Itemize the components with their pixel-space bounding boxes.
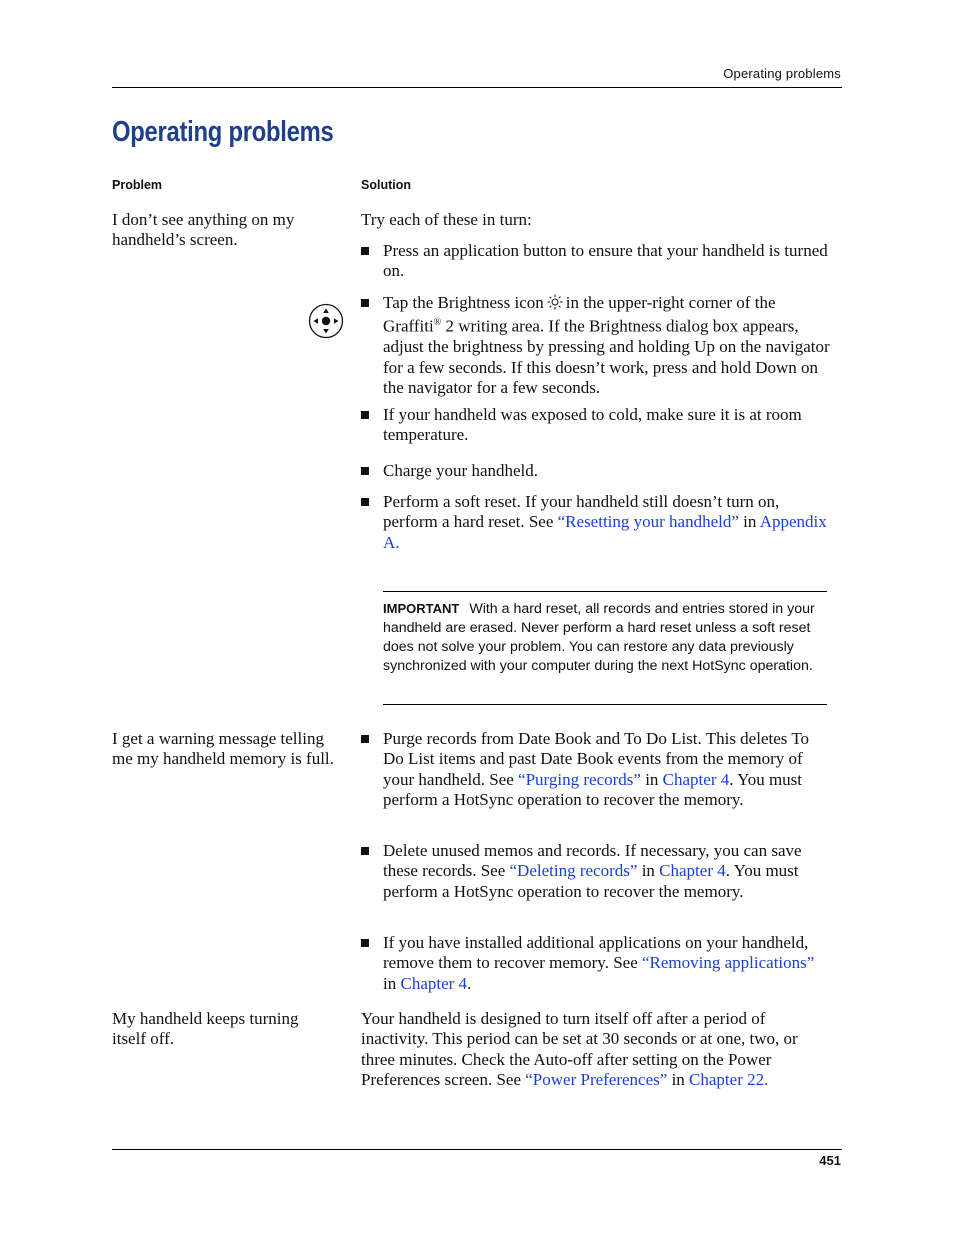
link-chapter-4[interactable]: Chapter 4 xyxy=(400,973,468,993)
link-chapter-4[interactable]: Chapter 4 xyxy=(659,861,726,881)
problem-turning-off: My handheld keeps turning itself off. xyxy=(112,1009,299,1049)
bullet-text: Perform a soft reset. If your handheld still doesn’t turn on, perform a hard reset. See “Resetting your handheld” in Appendix A. xyxy=(383,492,827,552)
list-item xyxy=(361,461,831,481)
bullet-text: Purge records from Date Book and To Do List. This deletes To Do List items and past Date Book events from the memory of your handheld. See “Purging records” in Chapter 4. You must perform a HotSync operation to recover the memory. xyxy=(383,729,810,809)
bullet-marker xyxy=(361,411,369,419)
page-number: 451 xyxy=(819,1153,841,1168)
list-item xyxy=(361,405,831,446)
important-text: With a hard reset, all records and entries stored in your handheld are erased. Never perform a hard reset unless a soft reset does not solve your problem. You can restore any data previously synchronized with your computer during the next HotSync operation. xyxy=(383,601,815,674)
column-header-solution: Solution xyxy=(361,178,411,192)
solution-intro: Try each of these in turn: xyxy=(361,210,532,229)
column-header-problem: Problem xyxy=(112,178,163,192)
link-chapter-4[interactable]: Chapter 4 xyxy=(662,769,730,789)
bullet-marker xyxy=(361,847,369,855)
bullet-marker xyxy=(361,467,369,475)
link-resetting-your-handheld[interactable]: “Resetting your handheld” xyxy=(557,512,739,532)
link-purging-records[interactable]: “Purging records” xyxy=(518,769,641,789)
footer-rule xyxy=(112,1149,842,1150)
bullet-marker xyxy=(361,939,369,947)
bullet-marker xyxy=(361,498,369,506)
problem-memory-full: I get a warning message telling me my handheld memory is full. xyxy=(112,729,334,769)
list-item xyxy=(361,492,831,553)
bullet-marker xyxy=(361,299,369,307)
bullet-marker xyxy=(361,735,369,743)
problem-no-display: I don’t see anything on my handheld’s screen. xyxy=(112,210,295,250)
bullet-text: Delete unused memos and records. If necessary, you can save these records. See “Deleting records” in Chapter 4. You must perform a HotSync operation to recover the memory. xyxy=(383,841,802,901)
important-label: IMPORTANT xyxy=(383,601,460,616)
bullet-text: Tap the Brightness icon in the upper-right corner of the Graffiti® 2 writing area. If the Brightness dialog box appears, adjust the brightness by pressing and holding Up on the navigator for a few seconds. If this doesn’t work, press and hold Down on the navigator for a few seconds. xyxy=(383,293,830,397)
header-rule xyxy=(112,87,842,88)
list-item xyxy=(361,241,831,282)
bullet-text: If your handheld was exposed to cold, make sure it is at room temperature. xyxy=(383,405,802,445)
bullet-text: Press an application button to ensure that your handheld is turned on. xyxy=(383,241,828,281)
link-appendix-a[interactable]: Appendix A. xyxy=(383,512,827,552)
link-removing-applications[interactable]: “Removing applications” xyxy=(642,953,815,973)
link-deleting-records[interactable]: “Deleting records” xyxy=(509,861,638,881)
link-power-preferences[interactable]: “Power Preferences” xyxy=(525,1069,668,1089)
important-note xyxy=(383,591,827,705)
list-item xyxy=(361,729,831,810)
navigator-icon xyxy=(308,303,344,339)
link-chapter-22[interactable]: Chapter 22. xyxy=(689,1069,769,1089)
page-title: Operating problems xyxy=(112,116,334,148)
list-item xyxy=(361,841,831,902)
bullet-text: Charge your handheld. xyxy=(383,461,539,480)
solution-turning-off: Your handheld is designed to turn itself off after a period of inactivity. This period can be set at 30 seconds or at one, two, or three minutes. Check the Auto-off after setting on the Power Preferences screen. See “Power Preferences” in Chapter 22. xyxy=(361,1009,798,1089)
running-head: Operating problems xyxy=(723,66,841,81)
list-item xyxy=(361,933,831,994)
brightness-icon xyxy=(547,294,563,310)
bullet-marker xyxy=(361,247,369,255)
list-item xyxy=(361,293,831,398)
bullet-text: If you have installed additional applications on your handheld, remove them to recover memory. See “Removing applications” in Chapter 4. xyxy=(383,933,815,993)
